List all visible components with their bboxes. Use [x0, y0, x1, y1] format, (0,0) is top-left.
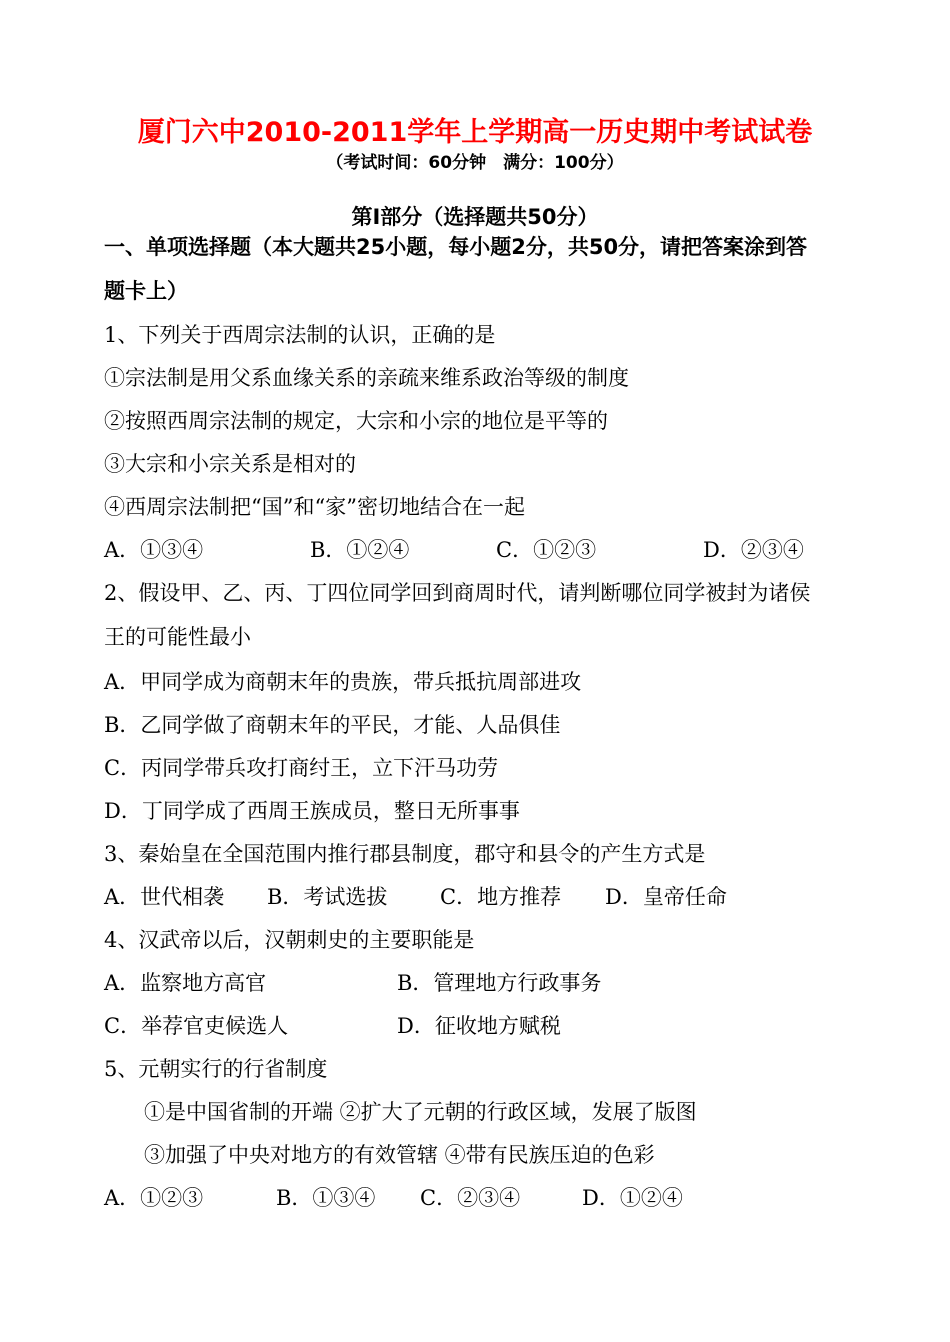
exam-subtitle: （考试时间：60分钟 满分：100分）	[326, 153, 624, 173]
question-3-option-b: B．考试选拔	[267, 885, 388, 909]
question-5-option-a: A．①②③	[104, 1186, 204, 1210]
question-5-statement-1: ①是中国省制的开端 ②扩大了元朝的行政区域，发展了版图	[144, 1100, 697, 1124]
part-heading: 第Ⅰ部分（选择题共50分）	[351, 205, 599, 229]
question-2-option-d: D．丁同学成了西周王族成员，整日无所事事	[104, 799, 520, 823]
section-heading-line1: 一、单项选择题（本大题共25小题，每小题2分，共50分，请把答案涂到答	[104, 235, 808, 259]
question-2-stem-line2: 王的可能性最小	[104, 625, 251, 649]
section-heading-line2: 题卡上）	[104, 279, 188, 303]
question-4-option-a: A．监察地方高官	[104, 971, 267, 995]
question-5-statement-2: ③加强了中央对地方的有效管辖 ④带有民族压迫的色彩	[144, 1143, 655, 1167]
question-5-option-c: C．②③④	[420, 1186, 521, 1210]
question-3-option-c: C．地方推荐	[440, 885, 562, 909]
question-1-stem: 1、下列关于西周宗法制的认识，正确的是	[104, 323, 496, 347]
question-5-option-b: B．①③④	[276, 1186, 376, 1210]
question-3-option-a: A．世代相袭	[104, 885, 225, 909]
question-4-stem: 4、汉武帝以后，汉朝刺史的主要职能是	[104, 928, 475, 952]
question-1-statement-4: ④西周宗法制把“国”和“家”密切地结合在一起	[104, 495, 525, 519]
question-1-statement-2: ②按照西周宗法制的规定，大宗和小宗的地位是平等的	[104, 409, 608, 433]
question-5-stem: 5、元朝实行的行省制度	[104, 1057, 328, 1081]
question-5-option-d: D．①②④	[582, 1186, 683, 1210]
question-1-option-a: A．①③④	[104, 538, 204, 562]
question-4-option-c: C．举荐官吏候选人	[104, 1014, 289, 1038]
question-1-option-c: C．①②③	[496, 538, 597, 562]
question-4-option-b: B．管理地方行政事务	[397, 971, 602, 995]
question-1-statement-3: ③大宗和小宗关系是相对的	[104, 452, 356, 476]
question-2-stem-line1: 2、假设甲、乙、丙、丁四位同学回到商周时代，请判断哪位同学被封为诸侯	[104, 581, 811, 605]
question-2-option-b: B．乙同学做了商朝末年的平民，才能、人品俱佳	[104, 713, 561, 737]
question-1-option-d: D．②③④	[703, 538, 804, 562]
question-2-option-a: A．甲同学成为商朝末年的贵族，带兵抵抗周部进攻	[104, 670, 582, 694]
question-3-stem: 3、秦始皇在全国范围内推行郡县制度，郡守和县令的产生方式是	[104, 842, 706, 866]
question-4-option-d: D．征收地方赋税	[397, 1014, 561, 1038]
question-1-option-b: B．①②④	[310, 538, 410, 562]
question-3-option-d: D．皇帝任命	[605, 885, 727, 909]
exam-title: 厦门六中2010-2011学年上学期高一历史期中考试试卷	[137, 117, 813, 148]
question-1-statement-1: ①宗法制是用父系血缘关系的亲疏来维系政治等级的制度	[104, 366, 629, 390]
question-2-option-c: C．丙同学带兵攻打商纣王，立下汗马功劳	[104, 756, 499, 780]
